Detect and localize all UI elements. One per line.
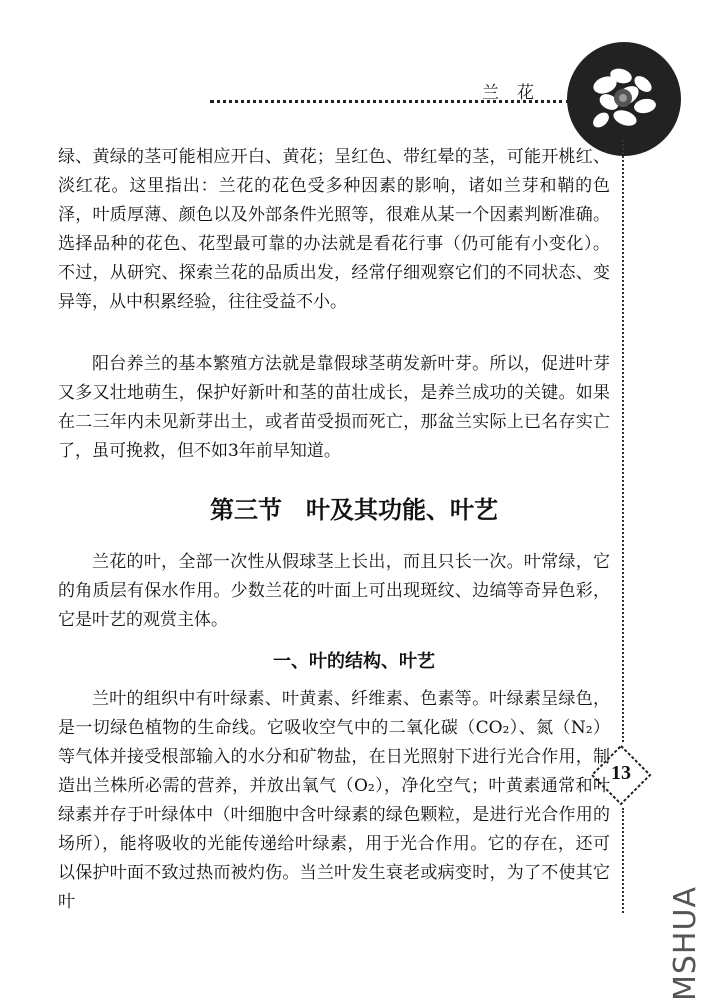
flower-emblem-icon xyxy=(565,40,683,158)
watermark-text: MSHUA xyxy=(668,886,703,1001)
running-header-title: 兰花 xyxy=(482,83,552,103)
paragraph-leaf-structure: 兰叶的组织中有叶绿素、叶黄素、纤维素、色素等。叶绿素呈绿色，是一切绿色植物的生命线。它吸收空气中的二氧化碳（CO₂）、氮（N₂）等气体并接受根部输入的水分和矿物盐，在日光照射下进行光合作用，制造出兰株所必需的营养，并放出氧气（O₂），净化空气；叶黄素通常和叶绿素并存于叶绿体中（叶细胞中含叶绿素的绿色颗粒，是进行光合作用的场所），能将吸收的光能传递给叶绿素，用于光合作用。它的存在，还可以保护叶面不致过热而被灼伤。当兰叶发生衰老或病变时，为了不使其它叶 xyxy=(58,689,610,912)
paragraph-leaf-intro: 兰花的叶，全部一次性从假球茎上长出，而且只长一次。叶常绿，它的角质层有保水作用。少数兰花的叶面上可出现斑纹、边缟等奇异色彩，它是叶艺的观赏主体。 xyxy=(58,552,610,630)
paragraph-flower-color: 绿、黄绿的茎可能相应开白、黄花；呈红色、带红晕的茎，可能开桃红、淡红花。这里指出：兰花的花色受多种因素的影响，诸如兰芽和鞘的色泽，叶质厚薄、颜色以及外部条件光照等，很难从某一个因素判断准确。选择品种的花色、花型最可靠的办法就是看花行事（仍可能有小变化）。不过，从研究、探索兰花的品质出发，经常仔细观察它们的不同状态、变异等，从中积累经验，往往受益不小。 xyxy=(58,147,610,312)
subsection-title: 一、叶的结构、叶艺 xyxy=(273,651,435,672)
side-dotted-rule-lower xyxy=(622,808,624,913)
header-dotted-rule xyxy=(210,100,570,103)
paragraph-propagation: 阳台养兰的基本繁殖方法就是靠假球茎萌发新叶芽。所以，促进叶芽又多又壮地萌生，保护好新叶和茎的苗壮成长，是养兰成功的关键。如果在二三年内未见新芽出土，或者苗受损而死亡，那盆兰实际上已名存实亡了，虽可挽救，但不如3年前早知道。 xyxy=(58,354,610,461)
section-title: 第三节 叶及其功能、叶艺 xyxy=(210,496,498,524)
page-number: 13 xyxy=(611,762,631,784)
watermark xyxy=(668,885,708,1001)
